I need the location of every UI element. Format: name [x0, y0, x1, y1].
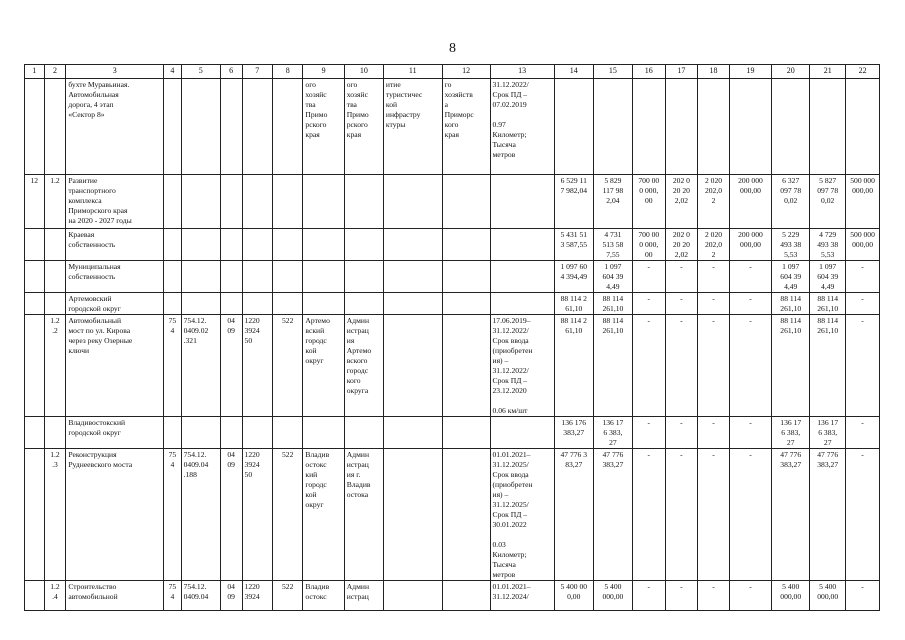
table-cell	[303, 175, 344, 229]
table-cell	[303, 417, 344, 449]
table-cell	[272, 175, 302, 229]
table-cell: 04 09	[220, 581, 242, 611]
table-cell: 1 097 60 4 394,49	[554, 261, 593, 293]
header-cell: 13	[490, 65, 554, 79]
table-cell: 4 729 493 38 5,53	[810, 229, 846, 261]
table-cell: 1.2 .3	[44, 449, 66, 581]
table-cell: 88 114 261,10	[593, 315, 632, 417]
table-cell: 88 114 261,10	[772, 315, 810, 417]
header-cell: 10	[344, 65, 383, 79]
table-cell: 6 529 11 7 982,04	[554, 175, 593, 229]
table-cell: -	[698, 261, 730, 293]
table-cell: 754.12. 0409.02 .321	[181, 315, 220, 417]
table-cell	[242, 293, 272, 315]
table-cell: 2 020 202,0 2	[698, 229, 730, 261]
table-cell: 17.06.2019– 31.12.2022/ Срок ввода (приобретен ия) – 31.12.2022/ Срок ПД – 23.12.2020 0.06 км/шт	[490, 315, 554, 417]
table-cell: 500 000 000,00	[846, 175, 880, 229]
table-cell	[164, 175, 181, 229]
table-row	[25, 261, 880, 293]
table-cell: Владивостокский городской округ	[66, 417, 164, 449]
header-cell: 18	[698, 65, 730, 79]
table-cell	[181, 293, 220, 315]
table-cell: 136 17 6 383, 27	[810, 417, 846, 449]
table-cell: 5 827 097 78 0,02	[810, 175, 846, 229]
table-cell	[442, 293, 490, 315]
header-cell: 3	[66, 65, 164, 79]
table-cell	[272, 293, 302, 315]
header-cell: 19	[729, 65, 771, 79]
table-cell: 01.01.2021– 31.12.2024/	[490, 581, 554, 611]
table-cell: Артемо вский городс кой округ	[303, 315, 344, 417]
header-cell: 20	[772, 65, 810, 79]
table-cell	[303, 229, 344, 261]
table-cell: 1220 3924 50	[242, 315, 272, 417]
table-cell	[25, 229, 45, 261]
table-row	[25, 79, 880, 175]
table-cell: Артемовский городской округ	[66, 293, 164, 315]
table-cell: -	[632, 315, 665, 417]
table-cell	[490, 293, 554, 315]
table-cell	[303, 293, 344, 315]
table-cell: 88 114 2 61,10	[554, 315, 593, 417]
table-cell: 47 776 383,27	[810, 449, 846, 581]
header-cell: 6	[220, 65, 242, 79]
table-cell	[442, 229, 490, 261]
table-cell: го хозяйств а Приморс кого края	[442, 79, 490, 175]
table-cell	[729, 79, 771, 175]
header-cell: 7	[242, 65, 272, 79]
table-cell	[383, 261, 442, 293]
table-cell: 88 114 2 61,10	[554, 293, 593, 315]
table-cell	[220, 293, 242, 315]
table-cell: -	[846, 449, 880, 581]
table-cell: ого хозяйс тва Примо рского края	[303, 79, 344, 175]
header-cell: 2	[44, 65, 66, 79]
table-cell: итие туристичес кой инфрастру ктуры	[383, 79, 442, 175]
table-cell: -	[698, 315, 730, 417]
table-cell	[242, 229, 272, 261]
table-cell: 5 431 51 3 587,55	[554, 229, 593, 261]
table-cell: 88 114 261,10	[593, 293, 632, 315]
table-cell: 6 327 097 78 0,02	[772, 175, 810, 229]
table-cell: Строительство автомобильной	[66, 581, 164, 611]
table-cell	[25, 261, 45, 293]
table-cell	[593, 79, 632, 175]
table-cell	[344, 293, 383, 315]
table-cell: -	[665, 261, 698, 293]
table-cell	[25, 79, 45, 175]
table-cell: 5 229 493 38 5,53	[772, 229, 810, 261]
table-cell	[344, 229, 383, 261]
table-cell: 200 000 000,00	[729, 175, 771, 229]
table-cell	[442, 581, 490, 611]
table-cell: 522	[272, 449, 302, 581]
table-cell	[344, 417, 383, 449]
table-cell: 136 176 383,27	[554, 417, 593, 449]
table-cell: Админ истрац	[344, 581, 383, 611]
table-cell: 5 400 000,00	[593, 581, 632, 611]
table-cell: 47 776 3 83,27	[554, 449, 593, 581]
table-row	[25, 315, 880, 417]
table-cell: Муниципальная собственность	[66, 261, 164, 293]
table-row	[25, 175, 880, 229]
table-cell: 5 400 00 0,00	[554, 581, 593, 611]
table-cell	[383, 581, 442, 611]
table-cell	[344, 175, 383, 229]
table-cell: -	[665, 417, 698, 449]
table-cell	[303, 261, 344, 293]
table-cell	[383, 417, 442, 449]
header-cell: 4	[164, 65, 181, 79]
header-cell: 11	[383, 65, 442, 79]
table-cell: -	[729, 315, 771, 417]
header-cell: 1	[25, 65, 45, 79]
table-cell: Админ истрац ия г. Владив остока	[344, 449, 383, 581]
header-cell: 12	[442, 65, 490, 79]
table-cell: Краевая собственность	[66, 229, 164, 261]
table-cell	[490, 229, 554, 261]
table-cell: 1.2 .4	[44, 581, 66, 611]
table-cell	[698, 79, 730, 175]
table-cell: -	[632, 449, 665, 581]
table-cell: -	[698, 449, 730, 581]
table-cell	[164, 293, 181, 315]
table-row	[25, 229, 880, 261]
table-cell	[272, 79, 302, 175]
table-cell: 4 731 513 58 7,55	[593, 229, 632, 261]
table-cell	[242, 417, 272, 449]
table-cell: 1 097 604 39 4,49	[593, 261, 632, 293]
table-cell	[383, 175, 442, 229]
table-cell: -	[729, 581, 771, 611]
table-cell	[272, 417, 302, 449]
table-cell	[44, 261, 66, 293]
table-cell: 1.2	[44, 175, 66, 229]
table-cell	[220, 175, 242, 229]
header-cell: 9	[303, 65, 344, 79]
table-cell: 75 4	[164, 449, 181, 581]
table-cell: -	[846, 293, 880, 315]
table-cell: 136 17 6 383, 27	[772, 417, 810, 449]
table-cell	[344, 261, 383, 293]
table-cell	[272, 261, 302, 293]
table-cell	[442, 417, 490, 449]
table-cell: -	[846, 581, 880, 611]
table-cell: Админ истрац ия Артемо вского городс кого округа	[344, 315, 383, 417]
table-cell: бухте Муравьиная. Автомобильная дорога, 4 этап «Сектор 8»	[66, 79, 164, 175]
table-cell: Владив остокс	[303, 581, 344, 611]
table-cell: -	[846, 315, 880, 417]
table-row	[25, 417, 880, 449]
table-cell	[181, 229, 220, 261]
header-cell: 17	[665, 65, 698, 79]
table-cell: 1220 3924 50	[242, 449, 272, 581]
header-cell: 14	[554, 65, 593, 79]
table-cell	[220, 229, 242, 261]
table-cell: -	[698, 293, 730, 315]
table-cell	[164, 417, 181, 449]
table-row	[25, 293, 880, 315]
table-cell	[490, 261, 554, 293]
table-cell: 12	[25, 175, 45, 229]
table-cell	[25, 449, 45, 581]
table-cell: -	[729, 417, 771, 449]
table-cell	[44, 229, 66, 261]
table-cell: 5 400 000,00	[810, 581, 846, 611]
table-cell	[665, 79, 698, 175]
table-cell	[220, 417, 242, 449]
table-cell: -	[698, 581, 730, 611]
table-cell	[442, 261, 490, 293]
table-cell: -	[729, 261, 771, 293]
table-cell: 200 000 000,00	[729, 229, 771, 261]
table-cell	[181, 261, 220, 293]
table-cell	[383, 315, 442, 417]
table-cell: 700 00 0 000, 00	[632, 175, 665, 229]
table-cell	[164, 261, 181, 293]
table-cell: Реконструкция Руднеевского моста	[66, 449, 164, 581]
table-cell: 47 776 383,27	[593, 449, 632, 581]
budget-table	[24, 64, 880, 611]
table-cell: -	[665, 581, 698, 611]
header-cell: 8	[272, 65, 302, 79]
table-row	[25, 581, 880, 611]
table-cell	[44, 293, 66, 315]
table-cell: 04 09	[220, 315, 242, 417]
table-cell: -	[846, 261, 880, 293]
table-cell: 88 114 261,10	[810, 315, 846, 417]
table-cell	[772, 79, 810, 175]
table-cell: 522	[272, 581, 302, 611]
table-cell: -	[846, 417, 880, 449]
table-cell: Автомобильный мост по ул. Кирова через реку Озерные ключи	[66, 315, 164, 417]
table-cell	[383, 293, 442, 315]
table-cell: -	[665, 449, 698, 581]
table-cell: 202 0 20 20 2,02	[665, 229, 698, 261]
table-cell: 88 114 261,10	[810, 293, 846, 315]
table-cell	[25, 293, 45, 315]
table-cell	[242, 79, 272, 175]
header-cell: 22	[846, 65, 880, 79]
table-cell	[383, 229, 442, 261]
header-cell: 15	[593, 65, 632, 79]
table-cell	[490, 417, 554, 449]
table-cell: -	[632, 417, 665, 449]
table-cell	[25, 315, 45, 417]
table-cell: 01.01.2021– 31.12.2025/ Срок ввода (приобретен ия) – 31.12.2025/ Срок ПД – 30.01.2022 0.03 Километр; Тысяча метров	[490, 449, 554, 581]
table-cell	[44, 417, 66, 449]
table-cell	[242, 175, 272, 229]
table-cell	[383, 449, 442, 581]
table-cell: Владив остокс кий городс кой округ	[303, 449, 344, 581]
table-cell: -	[729, 449, 771, 581]
table-cell: 75 4	[164, 315, 181, 417]
table-cell: 5 400 000,00	[772, 581, 810, 611]
header-cell: 5	[181, 65, 220, 79]
table-cell: 1220 3924	[242, 581, 272, 611]
table-cell	[181, 175, 220, 229]
table-cell	[164, 79, 181, 175]
table-cell	[632, 79, 665, 175]
table-cell	[242, 261, 272, 293]
table-cell: 1 097 604 39 4,49	[772, 261, 810, 293]
table-cell: -	[665, 293, 698, 315]
table-cell: 31.12.2022/ Срок ПД – 07.02.2019 0.97 Километр; Тысяча метров	[490, 79, 554, 175]
table-cell	[181, 79, 220, 175]
table-body	[25, 65, 880, 611]
table-cell: -	[632, 581, 665, 611]
table-cell: 136 17 6 383, 27	[593, 417, 632, 449]
table-cell: 754.12. 0409.04	[181, 581, 220, 611]
table-cell	[272, 229, 302, 261]
table-cell	[442, 449, 490, 581]
table-cell	[181, 417, 220, 449]
table-cell: 47 776 383,27	[772, 449, 810, 581]
table-cell: 88 114 261,10	[772, 293, 810, 315]
header-row	[25, 65, 880, 79]
table-cell: 75 4	[164, 581, 181, 611]
table-cell: -	[632, 293, 665, 315]
table-cell	[164, 229, 181, 261]
table-cell	[490, 175, 554, 229]
table-cell: 700 00 0 000, 00	[632, 229, 665, 261]
table-cell: 1 097 604 39 4,49	[810, 261, 846, 293]
table-cell	[25, 417, 45, 449]
header-cell: 21	[810, 65, 846, 79]
table-cell	[810, 79, 846, 175]
table-cell	[846, 79, 880, 175]
table-cell: 500 000 000,00	[846, 229, 880, 261]
table-cell	[554, 79, 593, 175]
table-cell	[220, 79, 242, 175]
table-cell: ого хозяйс тва Примо рского края	[344, 79, 383, 175]
page-number: 8	[449, 41, 456, 56]
table-cell	[220, 261, 242, 293]
table-cell: -	[632, 261, 665, 293]
header-cell: 16	[632, 65, 665, 79]
table-cell	[25, 581, 45, 611]
table-cell: 5 829 117 98 2,04	[593, 175, 632, 229]
table-cell: -	[698, 417, 730, 449]
table-cell	[442, 315, 490, 417]
table-cell: 754.12. 0409.04 .188	[181, 449, 220, 581]
table-cell	[44, 79, 66, 175]
table-cell: -	[665, 315, 698, 417]
table-cell: Развитие транспортного комплекса Приморского края на 2020 - 2027 годы	[66, 175, 164, 229]
table-cell: 522	[272, 315, 302, 417]
table-cell	[442, 175, 490, 229]
table-cell: 2 020 202,0 2	[698, 175, 730, 229]
table-cell: 202 0 20 20 2,02	[665, 175, 698, 229]
table-row	[25, 449, 880, 581]
table-cell: 1.2 .2	[44, 315, 66, 417]
table-cell: 04 09	[220, 449, 242, 581]
table-cell: -	[729, 293, 771, 315]
